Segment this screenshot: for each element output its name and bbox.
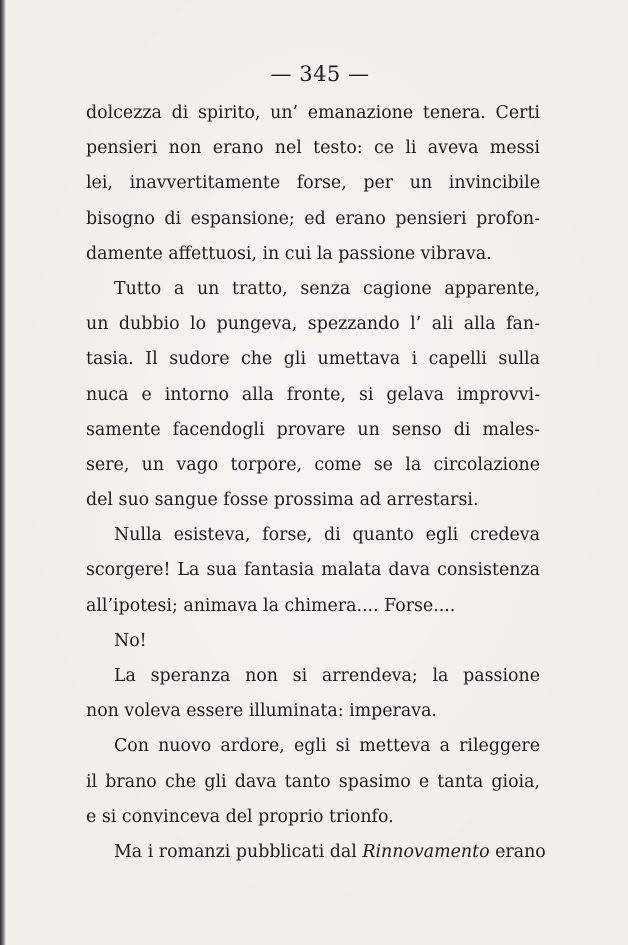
text-line: dolcezza di spirito, un’ emanazione tenera. Certi — [86, 103, 540, 123]
text-line-last — [86, 835, 546, 870]
text-line: samente facendogli provare un senso di males- — [86, 419, 540, 440]
text-line: un dubbio lo pungeva, spezzando l’ ali alla fan- — [86, 314, 540, 335]
text-line: damente affettuosi, in cui la passione vibrava. — [86, 243, 492, 264]
text-line: all’ipotesi; animava la chimera.... Forse.... — [86, 595, 456, 616]
text-line: sere, un vago torpore, come se la circolazione — [86, 454, 540, 475]
text-line: il brano che gli dava tanto spasimo e tanta gioia, — [86, 771, 540, 792]
text-line: pensieri non erano nel testo: ce li aveva messi — [86, 138, 540, 159]
text-line: lei, inavvertitamente forse, per un invincibile — [86, 173, 540, 194]
text-line: nuca e intorno alla fronte, si gelava improvvi- — [86, 384, 540, 405]
text-line: Tutto a un tratto, senza cagione apparente, — [114, 278, 540, 299]
text-line: tasia. Il sudore che gli umettava i capelli sulla — [86, 349, 540, 370]
text-line: del suo sangue fosse prossima ad arrestarsi. — [86, 490, 479, 511]
text-line: No! — [114, 630, 147, 651]
text-line: La speranza non si arrendeva; la passione — [114, 666, 540, 686]
text-line: Nulla esisteva, forse, di quanto egli credeva — [114, 525, 540, 546]
page-gutter-shadow — [0, 0, 6, 945]
text-fragment: Ma i romanzi pubblicati dal — [114, 841, 363, 862]
text-line: e si convinceva del proprio trionfo. — [86, 806, 394, 827]
text-line: Con nuovo ardore, egli si metteva a rileggere — [114, 736, 540, 757]
page-number: — 345 — — [270, 62, 370, 86]
text-line: bisogno di espansione; ed erano pensieri profon- — [86, 208, 540, 229]
text-line: scorgere! La sua fantasia malata dava consistenza — [86, 560, 540, 581]
italic-title: Rinnovamento — [362, 841, 490, 862]
text-fragment: erano — [489, 841, 546, 862]
text-line: non voleva essere illuminata: imperava. — [86, 701, 437, 722]
body-text — [86, 96, 546, 870]
